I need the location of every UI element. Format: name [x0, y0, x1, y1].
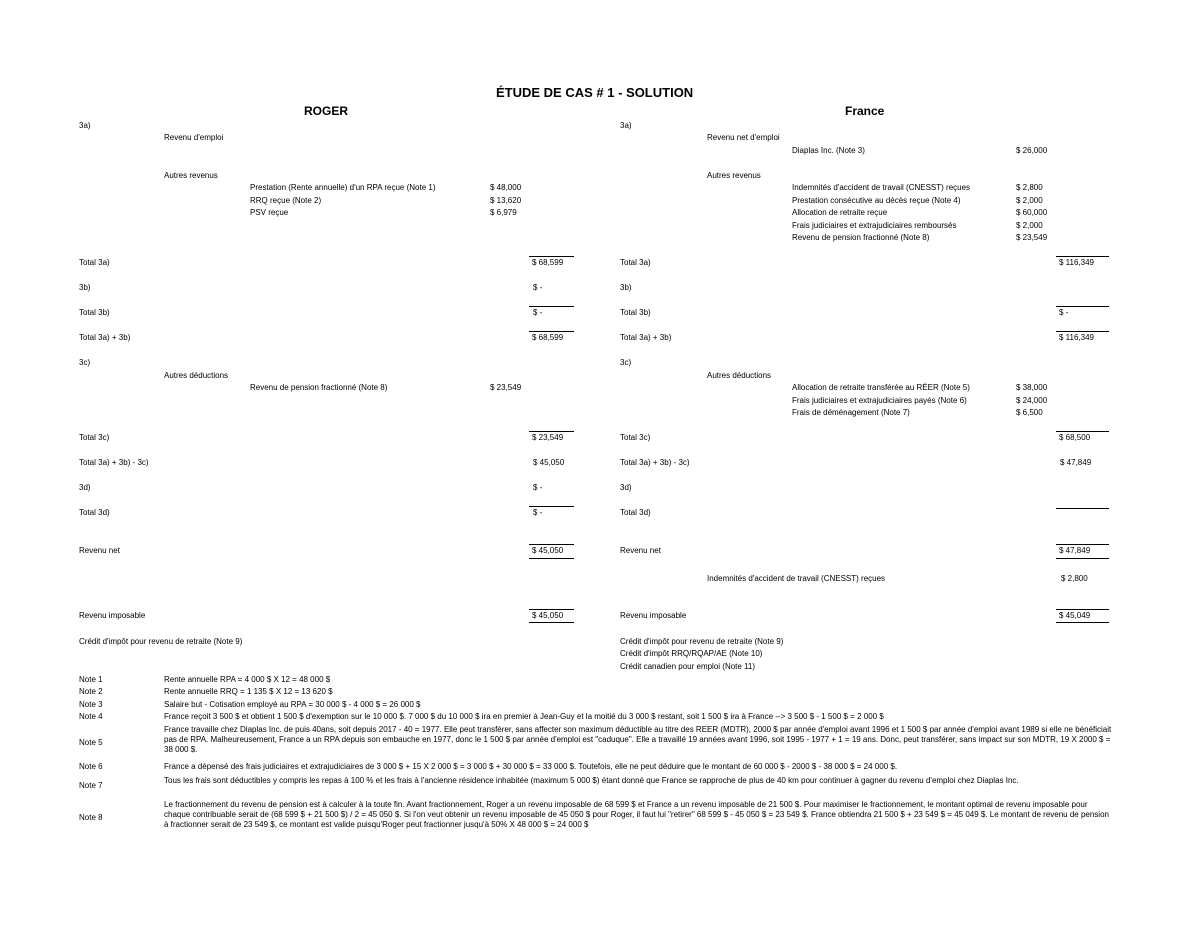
france-deduction-label: Allocation de retraite transférée au RÉER (Note 5): [792, 383, 970, 392]
roger-3d-label: 3d): [79, 483, 91, 492]
roger-section-3c: 3c): [79, 358, 91, 367]
france-total3a3b3c-amount: $ 47,849: [1060, 458, 1092, 467]
france-section-3a: 3a): [620, 121, 632, 130]
france-revenu-net-underline: [1056, 558, 1109, 559]
france-credit: Crédit d'impôt pour revenu de retraite (Note 9): [620, 637, 784, 646]
france-total3a3b-label: Total 3a) + 3b): [620, 333, 672, 342]
france-total3a-label: Total 3a): [620, 258, 651, 267]
roger-item-label: PSV reçue: [250, 208, 289, 217]
france-revenu-emploi-label: Revenu net d'emploi: [707, 133, 780, 142]
france-emploi-item-label: Diaplas Inc. (Note 3): [792, 146, 865, 155]
roger-autres-revenus-label: Autres revenus: [164, 171, 218, 180]
france-item-amount: $ 2,000: [1016, 196, 1043, 205]
france-cnesst-amount: $ 2,800: [1061, 574, 1088, 583]
note-label: Note 3: [79, 700, 103, 709]
france-total3a3b-amount: $ 116,349: [1059, 333, 1094, 342]
roger-total3a-amount: $ 68,599: [532, 258, 564, 267]
note-label: Note 1: [79, 675, 103, 684]
roger-total3d-rule: [529, 506, 574, 507]
roger-revenu-imposable-rule: [529, 609, 574, 610]
france-total3b-rule: [1056, 306, 1109, 307]
roger-revenu-emploi-label: Revenu d'emploi: [164, 133, 224, 142]
roger-3d-amount: $ -: [533, 483, 543, 492]
roger-item-label: RRQ reçue (Note 2): [250, 196, 322, 205]
roger-total3c-label: Total 3c): [79, 433, 110, 442]
france-total3c-amount: $ 68,500: [1059, 433, 1091, 442]
roger-revenu-net-label: Revenu net: [79, 546, 120, 555]
roger-item-amount: $ 6,979: [490, 208, 517, 217]
france-revenu-net-rule: [1056, 544, 1109, 545]
roger-revenu-imposable-underline: [529, 622, 574, 623]
france-3b-label: 3b): [620, 283, 632, 292]
note-text: Salaire but - Cotisation employé au RPA = 30 000 $ - 4 000 $ = 26 000 $: [164, 700, 421, 709]
france-item-label: Prestation consécutive au décès reçue (Note 4): [792, 196, 961, 205]
roger-total3a3b-amount: $ 68,599: [532, 333, 564, 342]
france-3d-label: 3d): [620, 483, 632, 492]
note-text: France travaille chez Diaplas Inc. de puis 40ans, soit depuis 2017 - 40 = 1977. Elle peut transférer, sans affecter son maximum déductible au titre des REER (MDTR), 2000 $ par année d'emploi avant 1996 et 1 500 $ par année d'emploi avant 1989 si elle ne bénéficiait pas de RPA. Malheureusement, France a un RPA depuis son embauche en 1977, donc le 1 500 $ par année d'emploi est "caduque". Elle a travaillé 19 années avant 1996, soit 1995 - 1977 + 1 = 19 ans. Donc, peut transférer, sans impact sur son MDTR, 19 X 2000 $ = 38 000 $.: [164, 725, 1112, 754]
roger-revenu-net-rule: [529, 544, 574, 545]
roger-total3b-amount: $ -: [533, 308, 543, 317]
note-label: Note 8: [79, 813, 103, 822]
france-revenu-imposable-underline: [1056, 622, 1109, 623]
france-deduction-label: Frais judiciaires et extrajudiciaires payés (Note 6): [792, 396, 967, 405]
roger-3b-amount: $ -: [533, 283, 543, 292]
france-total3b-amount: $ -: [1059, 308, 1069, 317]
note-text: France reçoit 3 500 $ et obtient 1 500 $ d'exemption sur le 10 000 $. 7 000 $ du 10 000 $ ira en premier à Jean-Guy et la moitié du 3 000 $ restant, soit 1 500 $ ira à France --> 3 500 $ - 1 500 $ = 2 000 $: [164, 712, 884, 721]
france-item-label: Indemnités d'accident de travail (CNESST) reçues: [792, 183, 971, 192]
note-label: Note 6: [79, 762, 103, 771]
france-revenu-imposable-label: Revenu imposable: [620, 611, 687, 620]
roger-revenu-imposable-amount: $ 45,050: [532, 611, 564, 620]
roger-total3a-rule: [529, 256, 574, 257]
roger-total3d-label: Total 3d): [79, 508, 110, 517]
roger-revenu-net-underline: [529, 558, 574, 559]
note-label: Note 5: [79, 738, 103, 747]
roger-total3a-label: Total 3a): [79, 258, 110, 267]
france-deduction-amount: $ 6,500: [1016, 408, 1043, 417]
roger-credit: Crédit d'impôt pour revenu de retraite (Note 9): [79, 637, 243, 646]
france-deduction-label: Frais de déménagement (Note 7): [792, 408, 910, 417]
roger-total3c-rule: [529, 431, 574, 432]
roger-3b-label: 3b): [79, 283, 91, 292]
roger-total3a3b3c-amount: $ 45,050: [533, 458, 565, 467]
france-cnesst-label: Indemnités d'accident de travail (CNESST) reçues: [707, 574, 886, 583]
roger-total3b-label: Total 3b): [79, 308, 110, 317]
note-label: Note 2: [79, 687, 103, 696]
france-item-amount: $ 23,549: [1016, 233, 1048, 242]
france-autres-deductions-label: Autres déductions: [707, 371, 772, 380]
roger-section-3a: 3a): [79, 121, 91, 130]
france-deduction-amount: $ 24,000: [1016, 396, 1048, 405]
france-total3d-label: Total 3d): [620, 508, 651, 517]
france-item-amount: $ 2,000: [1016, 221, 1043, 230]
roger-deduction-label: Revenu de pension fractionné (Note 8): [250, 383, 388, 392]
note-text: France a dépensé des frais judiciaires et extrajudiciaires de 3 000 $ + 15 X 2 000 $ = 3 000 $ + 30 000 $ = 33 000 $. Toutefois, elle ne peut déduire que le montant de 60 000 $ - 2000 $ - 38 000 $ = 24 000 $.: [164, 762, 898, 771]
france-item-label: Revenu de pension fractionné (Note 8): [792, 233, 930, 242]
note-text: Le fractionnement du revenu de pension est à calculer à la toute fin. Avant fractionnement, Roger a un revenu imposable de 68 599 $ et France a un revenu imposable de 21 500 $. Pour maximiser le fractionnement, le montant optimal de revenu imposable pour chaque contribuable serait de (68 599 $ + 21 500 $) / 2 = 45 050 $. Si l'on veut obtenir un revenu imposable de 45 050 $ pour Roger, il faut lui "retirer" 68 599 $ - 45 050 $ = 23 549 $. France obtiendra 21 500 $ + 23 549 $ = 45 049 $. Le montant de revenu de pension à fractionner serait de 23 549 $, ce montant est valide puisqu'Roger peut fractionner jusqu'à 50% X 48 000 $ = 24 000 $: [164, 800, 1109, 829]
roger-total3c-amount: $ 23,549: [532, 433, 564, 442]
roger-revenu-net-amount: $ 45,050: [532, 546, 564, 555]
page-title: ÉTUDE DE CAS # 1 - SOLUTION: [496, 85, 694, 100]
france-total3a3b3c-label: Total 3a) + 3b) - 3c): [620, 458, 690, 467]
france-revenu-imposable-amount: $ 45,049: [1059, 611, 1091, 620]
note-label: Note 7: [79, 781, 103, 790]
france-section-3c: 3c): [620, 358, 632, 367]
france-total3c-label: Total 3c): [620, 433, 651, 442]
france-total3a3b-rule: [1056, 331, 1109, 332]
note-text: Tous les frais sont déductibles y compris les repas à 100 % et les frais à l'ancienne résidence inhabitée (maximum 5 000 $) étant donné que France se rapproche de plus de 40 km pour continuer à gagner du revenu d'emploi chez Diaplas Inc.: [164, 776, 1019, 785]
roger-revenu-imposable-label: Revenu imposable: [79, 611, 146, 620]
france-revenu-net-amount: $ 47,849: [1059, 546, 1091, 555]
france-item-label: Allocation de retraite reçue: [792, 208, 888, 217]
france-heading: France: [845, 104, 885, 118]
note-label: Note 4: [79, 712, 103, 721]
roger-total3a3b-label: Total 3a) + 3b): [79, 333, 131, 342]
roger-total3a3b3c-label: Total 3a) + 3b) - 3c): [79, 458, 149, 467]
note-text: Rente annuelle RPA = 4 000 $ X 12 = 48 000 $: [164, 675, 331, 684]
roger-autres-deductions-label: Autres déductions: [164, 371, 229, 380]
france-item-amount: $ 2,800: [1016, 183, 1043, 192]
roger-deduction-amount: $ 23,549: [490, 383, 522, 392]
roger-total3b-rule: [529, 306, 574, 307]
roger-item-amount: $ 48,000: [490, 183, 522, 192]
france-deduction-amount: $ 38,000: [1016, 383, 1048, 392]
france-item-amount: $ 60,000: [1016, 208, 1048, 217]
roger-item-amount: $ 13,620: [490, 196, 522, 205]
france-item-label: Frais judiciaires et extrajudiciaires remboursés: [792, 221, 957, 230]
france-revenu-imposable-rule: [1056, 609, 1109, 610]
france-autres-revenus-label: Autres revenus: [707, 171, 761, 180]
roger-total3d-amount: $ -: [533, 508, 543, 517]
france-total3a-rule: [1056, 256, 1109, 257]
roger-item-label: Prestation (Rente annuelle) d'un RPA reçue (Note 1): [250, 183, 436, 192]
france-revenu-net-label: Revenu net: [620, 546, 661, 555]
france-total3d-rule: [1056, 508, 1109, 509]
france-total3b-label: Total 3b): [620, 308, 651, 317]
france-credit: Crédit d'impôt RRQ/RQAP/AE (Note 10): [620, 649, 763, 658]
roger-heading: ROGER: [304, 104, 349, 118]
france-emploi-item-amount: $ 26,000: [1016, 146, 1048, 155]
france-credit: Crédit canadien pour emploi (Note 11): [620, 662, 756, 671]
note-text: Rente annuelle RRQ = 1 135 $ X 12 = 13 620 $: [164, 687, 333, 696]
france-total3a-amount: $ 116,349: [1059, 258, 1094, 267]
roger-total3a3b-rule: [529, 331, 574, 332]
france-total3c-rule: [1056, 431, 1109, 432]
